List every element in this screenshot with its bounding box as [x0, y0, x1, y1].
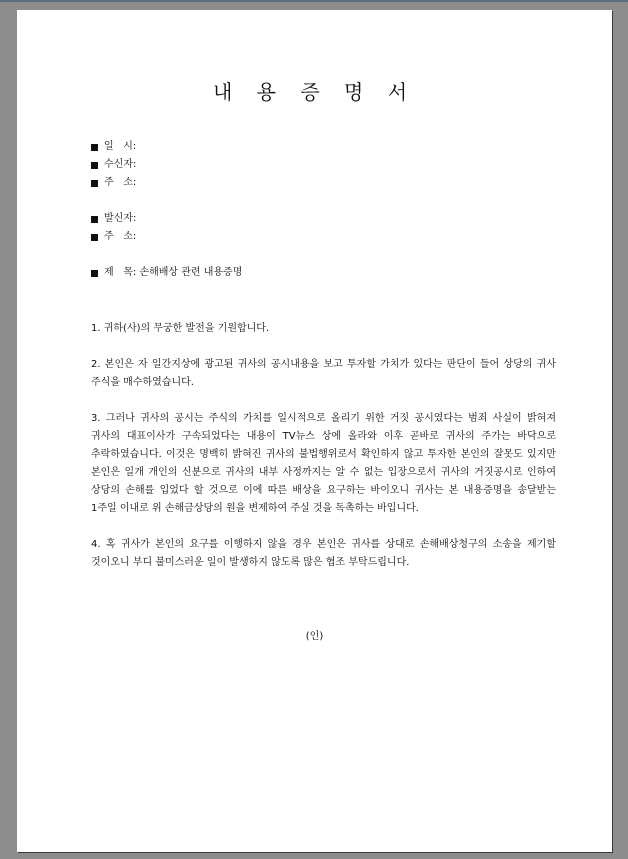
paragraph-2: 2. 본인은 자 일간지상에 광고된 귀사의 공시내용을 보고 투자할 가치가 있다는 판단이 들어 상당의 귀사 주식을 매수하였습니다. — [91, 359, 556, 388]
square-bullet-icon — [91, 234, 98, 241]
field-sender-label: 발신자: — [104, 213, 137, 224]
document-title: 내 용 증 명 서 — [212, 80, 417, 104]
square-bullet-icon — [91, 162, 98, 169]
spacer — [91, 192, 491, 210]
field-subject — [91, 264, 491, 282]
field-subject-label: 제 목: 손해배상 관련 내용증명 — [104, 267, 243, 278]
paragraph-1: 1. 귀하(사)의 무궁한 발전을 기원합니다. — [91, 323, 270, 334]
document-page — [17, 10, 612, 852]
field-sender — [91, 210, 491, 228]
square-bullet-icon — [91, 216, 98, 223]
field-sender-address-label: 주 소: — [104, 231, 137, 242]
seal-mark: (인) — [305, 631, 324, 642]
square-bullet-icon — [91, 270, 98, 277]
field-recipient — [91, 156, 491, 174]
spacer — [91, 246, 491, 264]
field-recipient-address-label: 주 소: — [104, 177, 137, 188]
paragraph-3: 3. 그러나 귀사의 공시는 주식의 가치를 일시적으로 올리기 위한 거짓 공시였다는 범죄 사실이 밝혀져 귀사의 대표이사가 구속되었다는 내용이 TV뉴스 상에 올라와 이후 곧바로 귀사의 주가는 바닥으로 추락하였습니다. 이것은 명백히 밝혀진 귀사의 불법행위로서 확인하지 않고 투자한 본인의 잘못도 있지만 본인은 일개 개인의 신분으로 귀사의 내부 사정까지는 알 수 없는 입장으로서 귀사의 거짓공시로 인하여 상당의 손해를 입었다 할 것으로 이에 따른 배상을 요구하는 바이오니 귀사는 본 내용증명을 송달받는 1주일 이내로 위 손해금상당의 원을 변제하여 주실 것을 독촉하는 바입니다. — [91, 413, 556, 514]
document-body — [91, 320, 556, 590]
field-recipient-label: 수신자: — [104, 159, 137, 170]
field-date-label: 일 시: — [104, 141, 137, 152]
field-date — [91, 138, 491, 156]
square-bullet-icon — [91, 144, 98, 151]
paragraph-4: 4. 혹 귀사가 본인의 요구를 이행하지 않을 경우 본인은 귀사를 상대로 손해배상청구의 소송을 제기할 것이오니 부디 불미스러운 일이 발생하지 않도록 많은 협조 부탁드립니다. — [91, 539, 556, 568]
header-fields — [91, 138, 491, 282]
field-recipient-address — [91, 174, 491, 192]
square-bullet-icon — [91, 180, 98, 187]
field-sender-address — [91, 228, 491, 246]
